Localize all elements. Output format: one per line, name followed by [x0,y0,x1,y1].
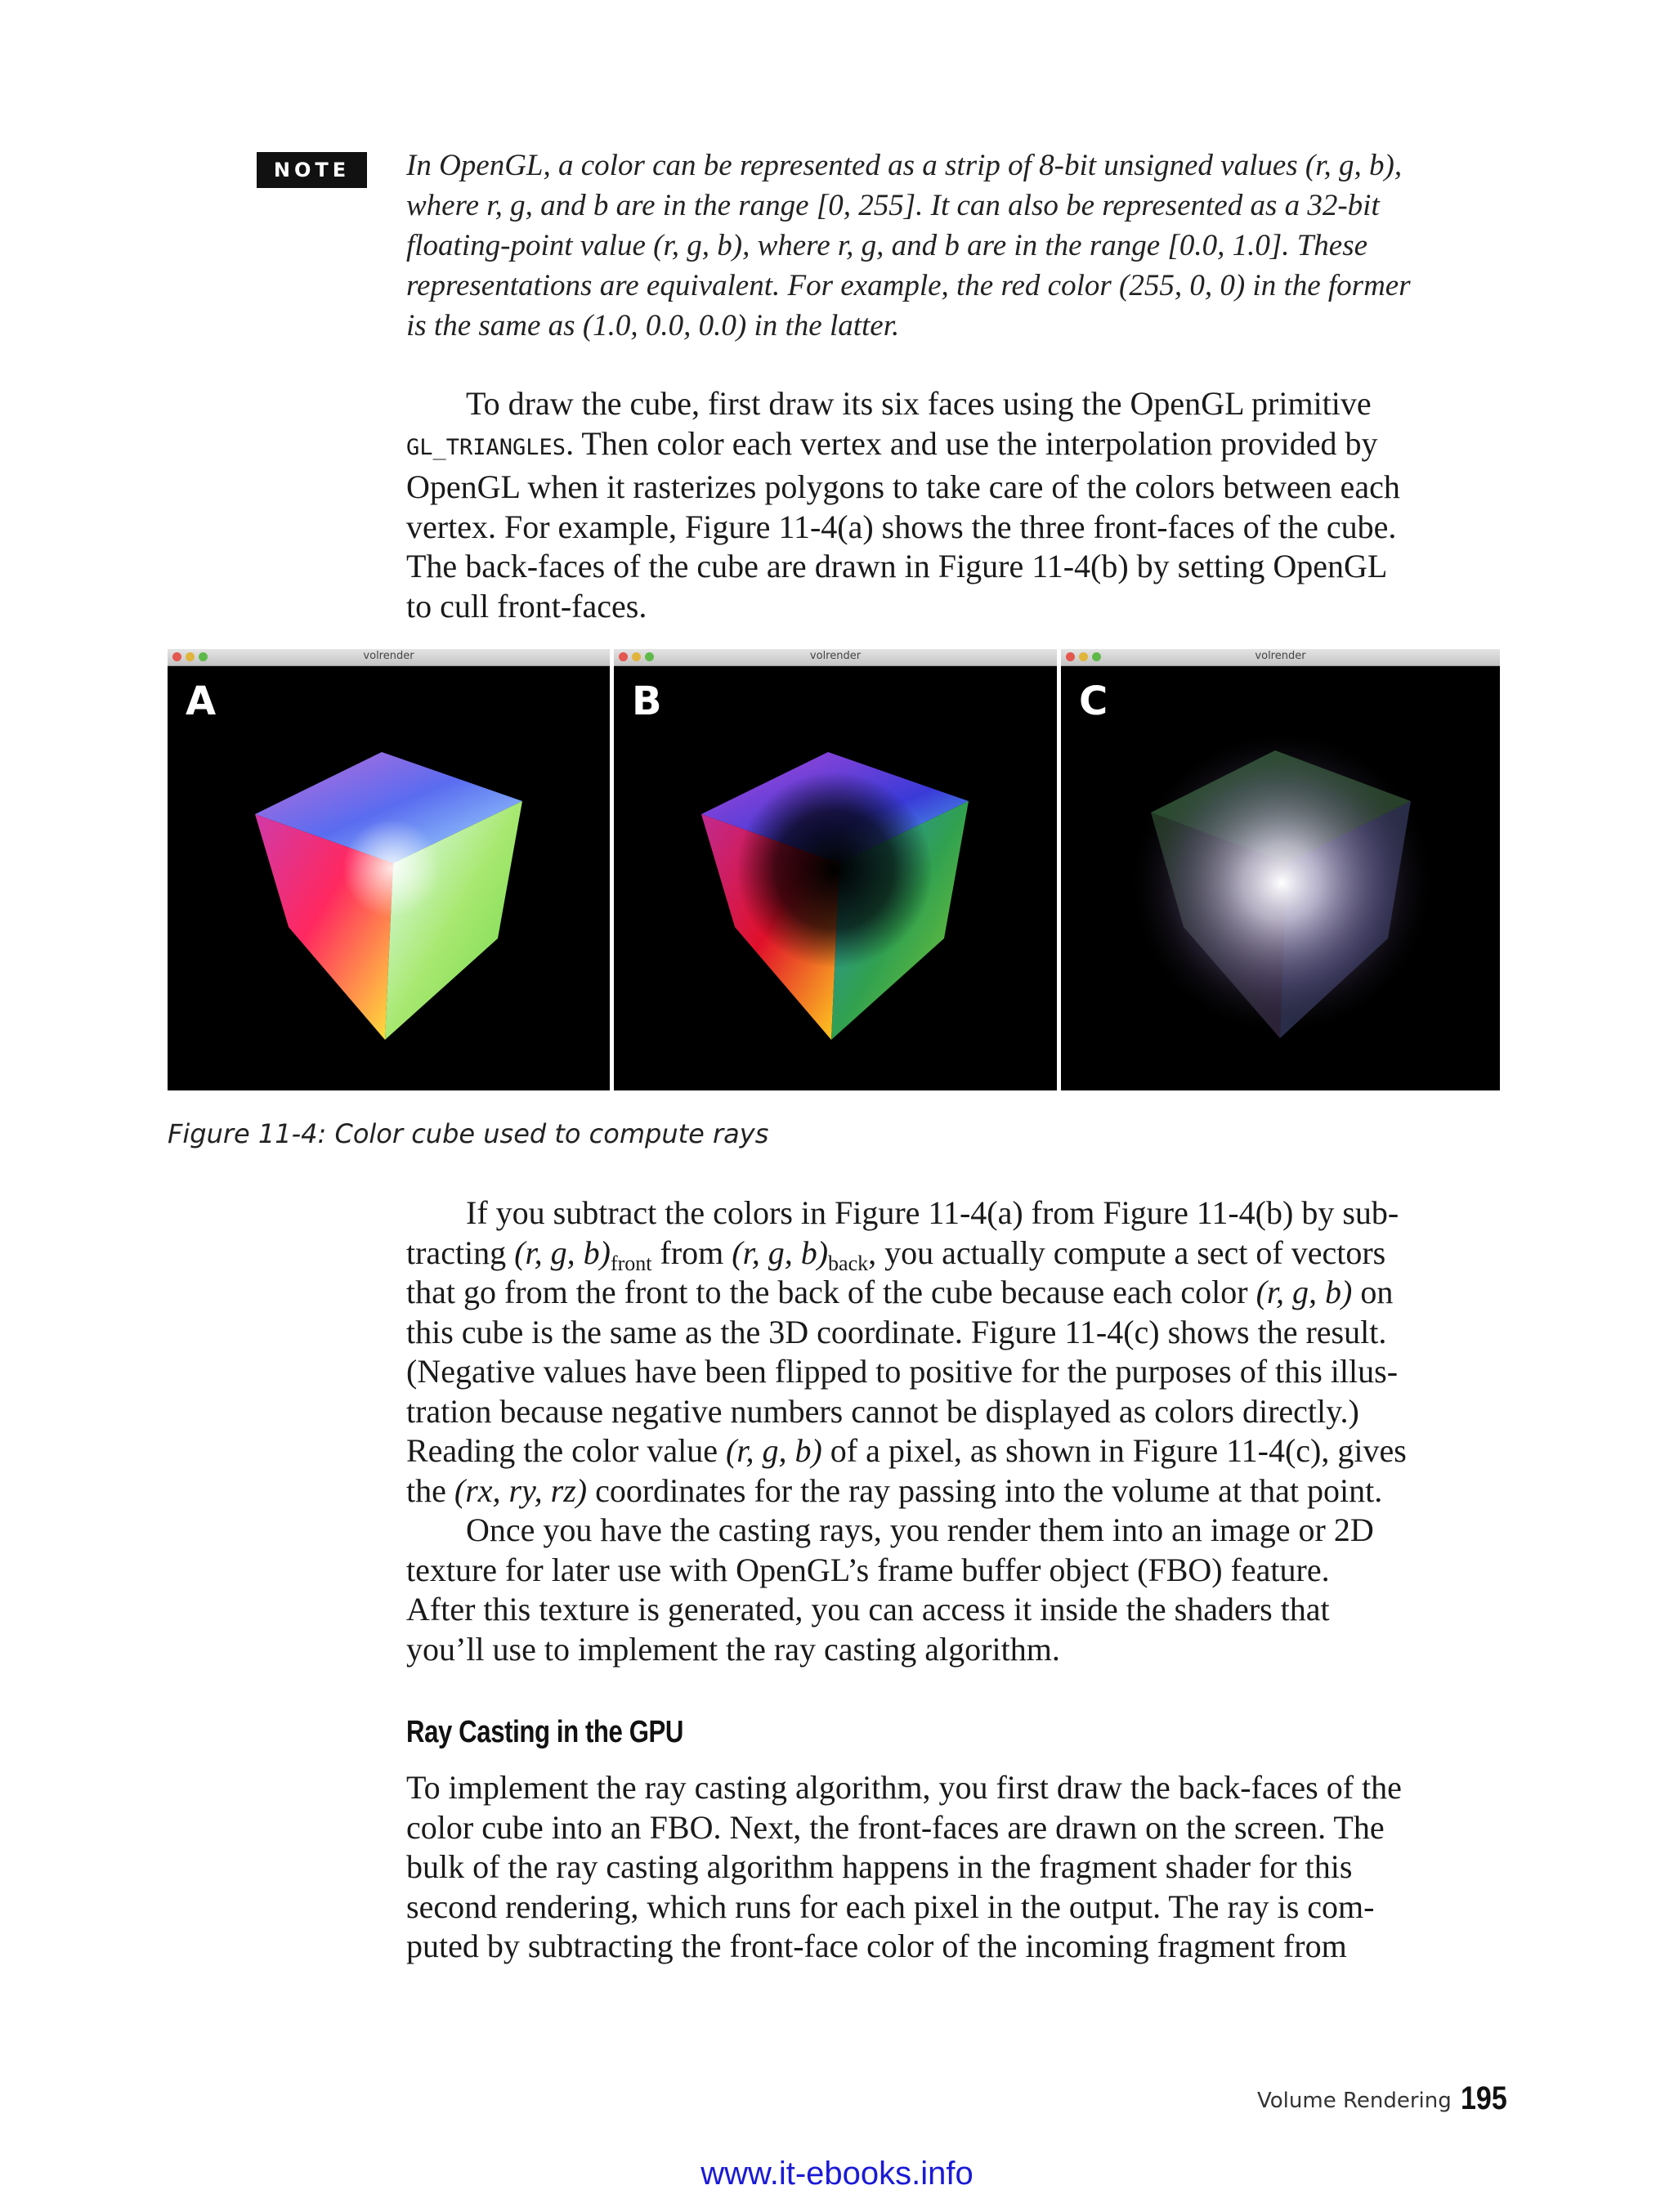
text-line: to cull front-faces. [406,587,647,625]
figure-caption: Figure 11-4: Color cube used to compute rays [168,1118,769,1149]
panel-b [614,649,1057,1090]
note-line: is the same as (1.0, 0.0, 0.0) in the latter. [406,309,900,343]
cube-front-faces-image [168,665,610,1090]
running-head: Volume Rendering [1257,2089,1452,2113]
code-gl-triangles: GL_TRIANGLES [406,434,566,460]
paragraph-ray-vectors [406,1193,1518,1669]
note-line: floating-point value (r, g, b), where r, g, and b are in the range [0.0, 1.0]. These [406,229,1368,262]
text-line: To draw the cube, first draw its six faces using the OpenGL primitive [466,385,1372,422]
paragraph-cube-drawing [406,384,1518,626]
section-heading: Ray Casting in the GPU [406,1715,683,1749]
text-span: Reading the color value [406,1432,726,1469]
text-line [406,1273,1518,1313]
math-rgb: (r, g, b) [1256,1274,1353,1310]
text-span: . Then color each vertex and use the interpolation provided by [566,424,1378,462]
text-span: , you actually compute a sect of vectors [868,1234,1386,1271]
cube-back-faces-image [614,665,1057,1090]
window-titlebar [1061,649,1500,666]
text-line: If you subtract the colors in Figure 11-4(a) from Figure 11-4(b) by sub- [466,1194,1399,1231]
text-line: Once you have the casting rays, you render them into an image or 2D [466,1511,1374,1548]
math-rxyz: (rx, ry, rz) [454,1471,588,1509]
text-span: that go from the front to the back of the cube because each color [406,1274,1256,1310]
text-line: The back-faces of the cube are drawn in Figure 11-4(b) by setting OpenGL [406,548,1388,584]
window-titlebar [614,649,1057,666]
text-span: from [651,1234,732,1271]
text-line [406,424,1518,468]
note-badge: NOTE [257,152,367,188]
window-title: volrender [363,650,414,662]
text-span: coordinates for the ray passing into the volume at that point. [587,1471,1383,1509]
math-rgb: (r, g, b) [514,1234,611,1271]
text-line: you’ll use to implement the ray casting algorithm. [406,1630,1060,1668]
text-line: second rendering, which runs for each pixel in the output. The ray is com- [406,1887,1375,1925]
text-line: After this texture is generated, you can access it inside the shaders that [406,1591,1330,1628]
subscript-back: back [828,1251,869,1275]
cube-ray-difference-image [1061,665,1500,1090]
note-line: In OpenGL, a color can be represented as a strip of 8-bit unsigned values (r, g, b), [406,149,1403,182]
text-line [406,1431,1518,1471]
text-span: tracting [406,1234,515,1271]
note-line: representations are equivalent. For example, the red color (255, 0, 0) in the former [406,269,1411,302]
window-title: volrender [809,650,862,662]
text-line [406,1471,1518,1511]
text-line: To implement the ray casting algorithm, you first draw the back-faces of the [406,1769,1402,1806]
text-line: bulk of the ray casting algorithm happens in the fragment shader for this [406,1848,1353,1885]
window-titlebar [168,649,610,666]
text-span: on [1352,1274,1394,1310]
watermark-link[interactable]: www.it-ebooks.info [700,2156,974,2192]
text-line: texture for later use with OpenGL’s frame buffer object (FBO) feature. [406,1551,1330,1588]
text-line: tration because negative numbers cannot be displayed as colors directly.) [406,1392,1359,1430]
math-rgb: (r, g, b) [725,1432,822,1469]
panel-c [1061,649,1500,1090]
text-line [406,1234,1518,1274]
note-line: where r, g, and b are in the range [0, 255]. It can also be represented as a 32-bit [406,189,1380,222]
note-text [406,146,1510,346]
panel-a [168,649,610,1090]
text-span: of a pixel, as shown in Figure 11-4(c), gives [821,1432,1407,1469]
text-line: this cube is the same as the 3D coordinate. Figure 11-4(c) shows the result. [406,1313,1387,1350]
panel-letter: B [632,678,662,724]
math-rgb: (r, g, b) [732,1234,829,1271]
subscript-front: front [610,1251,652,1275]
figure-color-cube [168,649,1500,1090]
panel-letter: C [1079,678,1108,724]
page-number: 195 [1461,2080,1507,2116]
text-line: vertex. For example, Figure 11-4(a) shows the three front-faces of the cube. [406,508,1397,545]
text-line: puted by subtracting the front-face color of the incoming fragment from [406,1928,1347,1964]
paragraph-gpu-ray-casting [406,1768,1518,1967]
text-line: OpenGL when it rasterizes polygons to take care of the colors between each [406,468,1400,505]
text-line: (Negative values have been flipped to positive for the purposes of this illus- [406,1353,1399,1390]
panel-letter: A [186,678,217,724]
text-line: color cube into an FBO. Next, the front-faces are drawn on the screen. The [406,1808,1385,1846]
window-title: volrender [1255,650,1306,662]
text-span: the [406,1471,454,1509]
